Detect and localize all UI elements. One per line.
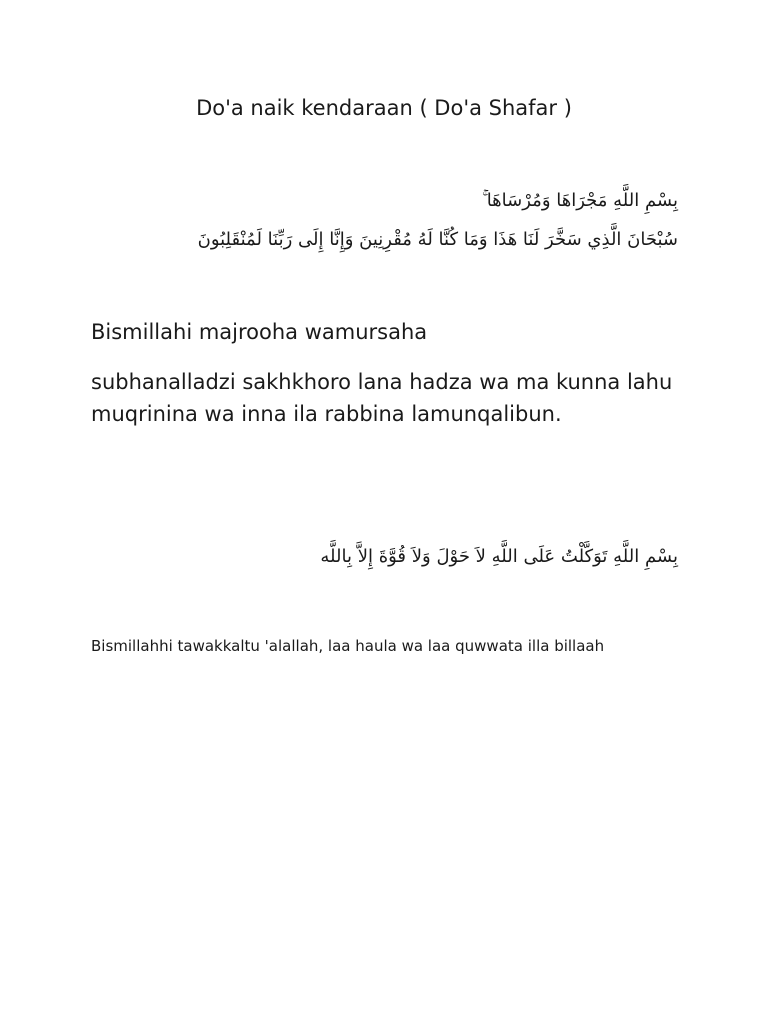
transliteration-line-2: subhanalladzi sakhkhoro lana hadza wa ma kunna lahu muqrinina wa inna ila rabbina lamunqalibun.: [91, 370, 673, 426]
arabic-prayer-line-1: بِسْمِ اللَّهِ مَجْرَاهَا وَمُرْسَاهَا ۚ: [482, 190, 678, 211]
arabic-prayer-line-3: بِسْمِ اللَّهِ تَوَكَّلْتُ عَلَى اللَّهِ لاَ حَوْلَ وَلاَ قُوَّةَ إِلاَّ بِاللَّه: [320, 546, 678, 567]
transliteration-line-1: Bismillahi majrooha wamursaha: [91, 320, 428, 344]
arabic-prayer-line-2: سُبْحَانَ الَّذِي سَخَّرَ لَنَا هَذَا وَمَا كُنَّا لَهُ مُقْرِنِينَ وَإِنَّا إِلَى رَبِّنَا لَمُنْقَلِبُونَ: [197, 229, 678, 250]
document-title: Do'a naik kendaraan ( Do'a Shafar ): [196, 96, 572, 120]
transliteration-line-3: Bismillahhi tawakkaltu 'alallah, laa haula wa laa quwwata illa billaah: [91, 637, 605, 655]
